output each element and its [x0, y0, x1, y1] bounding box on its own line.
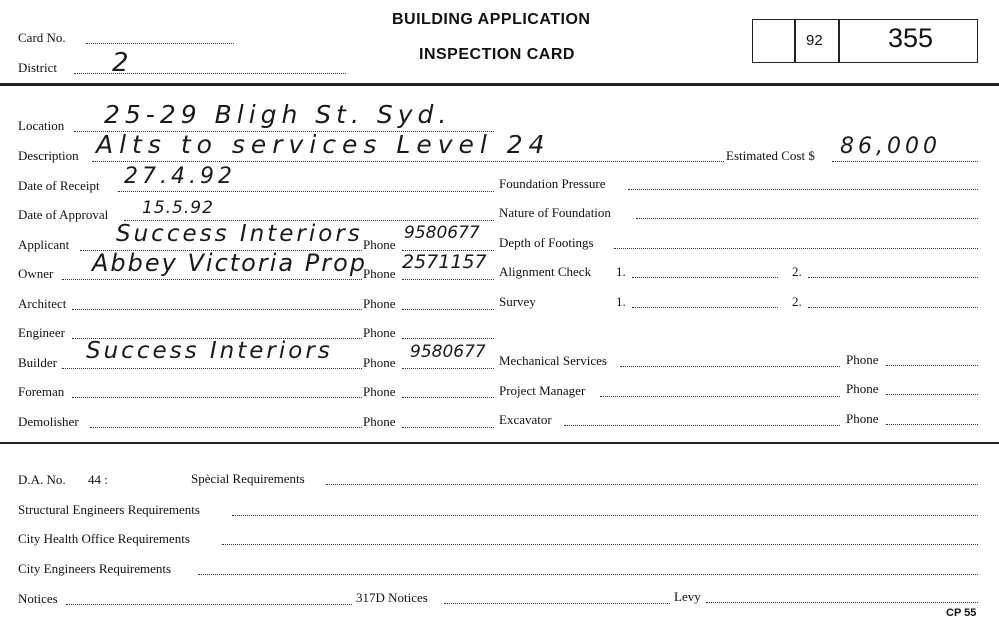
mechanical-services-label: Mechanical Services [499, 353, 607, 368]
district-label: District [18, 60, 57, 75]
builder-line[interactable] [62, 368, 362, 369]
city-health-line[interactable] [222, 544, 978, 545]
depth-footings-label: Depth of Footings [499, 235, 594, 250]
nature-foundation-line[interactable] [636, 218, 978, 219]
date-approval-label: Date of Approval [18, 207, 109, 222]
levy-line[interactable] [706, 602, 978, 603]
survey-line2[interactable] [808, 307, 978, 308]
project-manager-phone-line[interactable] [886, 394, 978, 395]
project-manager-line[interactable] [600, 396, 840, 397]
excavator-line[interactable] [564, 425, 840, 426]
demolisher-phone-label: Phone [363, 414, 396, 429]
excavator-phone-label: Phone [846, 411, 879, 426]
architect-line[interactable] [72, 309, 362, 310]
city-engineers-label: City Engineers Requirements [18, 561, 172, 576]
top-rule [0, 83, 999, 86]
demolisher-label: Demolisher [18, 414, 79, 429]
da-no-value: 44 : [88, 472, 108, 487]
special-requirements-line[interactable] [326, 484, 978, 485]
alignment-check-line2[interactable] [808, 277, 978, 278]
project-manager-label: Project Manager [499, 383, 586, 398]
excavator-phone-line[interactable] [886, 424, 978, 425]
applicant-value: Success Interiors [116, 221, 363, 247]
district-value: 2 [112, 48, 131, 78]
builder-phone-value: 9580677 [410, 342, 486, 362]
form-code: CP 55 [946, 607, 977, 619]
form-title-line1: BUILDING APPLICATION [392, 11, 591, 28]
builder-label: Builder [18, 355, 57, 370]
engineer-phone-label: Phone [363, 325, 396, 340]
owner-label: Owner [18, 266, 54, 281]
demolisher-line[interactable] [90, 427, 362, 428]
foreman-phone-label: Phone [363, 384, 396, 399]
file-number-box [752, 19, 978, 63]
date-approval-value: 15.5.92 [142, 198, 214, 218]
foreman-line[interactable] [72, 397, 362, 398]
date-receipt-label: Date of Receipt [18, 178, 100, 193]
middle-rule [0, 442, 999, 444]
location-label: Location [18, 118, 65, 133]
da-no-label: D.A. No. [18, 472, 66, 487]
notices-line[interactable] [66, 604, 352, 605]
engineer-label: Engineer [18, 325, 65, 340]
project-manager-phone-label: Phone [846, 381, 879, 396]
city-health-label: City Health Office Requirements [18, 531, 190, 546]
applicant-label: Applicant [18, 237, 70, 252]
engineer-phone-line[interactable] [402, 338, 494, 339]
card-no-label: Card No. [18, 30, 66, 45]
special-requirements-label: Spècial Requirements [191, 471, 305, 486]
structural-engineers-label: Structural Engineers Requirements [18, 502, 200, 517]
notices-317d-label: 317D Notices [356, 590, 428, 605]
builder-phone-line[interactable] [402, 368, 494, 369]
box-divider-2 [838, 19, 840, 63]
excavator-label: Excavator [499, 412, 552, 427]
estimated-cost-line[interactable] [832, 161, 978, 162]
description-value: Alts to services Level 24 [96, 130, 551, 159]
foreman-label: Foreman [18, 384, 65, 399]
owner-phone-value: 2571157 [402, 251, 487, 273]
date-receipt-value: 27.4.92 [124, 164, 236, 189]
notices-label: Notices [18, 591, 58, 606]
applicant-phone-label: Phone [363, 237, 396, 252]
card-no-line[interactable] [86, 43, 234, 44]
alignment-check-label: Alignment Check [499, 264, 592, 279]
foundation-pressure-line[interactable] [628, 189, 978, 190]
architect-phone-label: Phone [363, 296, 396, 311]
depth-footings-line[interactable] [614, 248, 978, 249]
demolisher-phone-line[interactable] [402, 427, 494, 428]
owner-value: Abbey Victoria Prop [92, 249, 367, 277]
levy-label: Levy [674, 589, 701, 604]
description-line[interactable] [92, 161, 724, 162]
foreman-phone-line[interactable] [402, 397, 494, 398]
architect-phone-line[interactable] [402, 309, 494, 310]
owner-line[interactable] [62, 279, 362, 280]
builder-phone-label: Phone [363, 355, 396, 370]
estimated-cost-value: 86,000 [840, 134, 941, 159]
mechanical-services-line[interactable] [620, 366, 840, 367]
mechanical-phone-line[interactable] [886, 365, 978, 366]
builder-value: Success Interiors [86, 338, 333, 364]
form-title-line2: INSPECTION CARD [419, 46, 575, 63]
applicant-phone-value: 9580677 [404, 223, 480, 243]
estimated-cost-label: Estimated Cost $ [726, 148, 815, 163]
survey-line1[interactable] [632, 307, 778, 308]
structural-engineers-line[interactable] [232, 515, 978, 516]
architect-label: Architect [18, 296, 67, 311]
description-label: Description [18, 148, 79, 163]
date-receipt-line[interactable] [118, 191, 494, 192]
box-divider-1 [794, 19, 796, 63]
notices-317d-line[interactable] [444, 603, 670, 604]
box-number: 355 [888, 23, 934, 53]
city-engineers-line[interactable] [198, 574, 978, 575]
survey-num2: 2. [792, 294, 802, 309]
nature-foundation-label: Nature of Foundation [499, 205, 611, 220]
location-value: 25-29 Bligh St. Syd. [104, 100, 452, 129]
mechanical-phone-label: Phone [846, 352, 879, 367]
alignment-check-num1: 1. [616, 264, 626, 279]
owner-phone-line[interactable] [402, 279, 494, 280]
foundation-pressure-label: Foundation Pressure [499, 176, 606, 191]
survey-num1: 1. [616, 294, 626, 309]
alignment-check-line1[interactable] [632, 277, 778, 278]
owner-phone-label: Phone [363, 266, 396, 281]
alignment-check-num2: 2. [792, 264, 802, 279]
box-year: 92 [806, 32, 823, 49]
survey-label: Survey [499, 294, 536, 309]
